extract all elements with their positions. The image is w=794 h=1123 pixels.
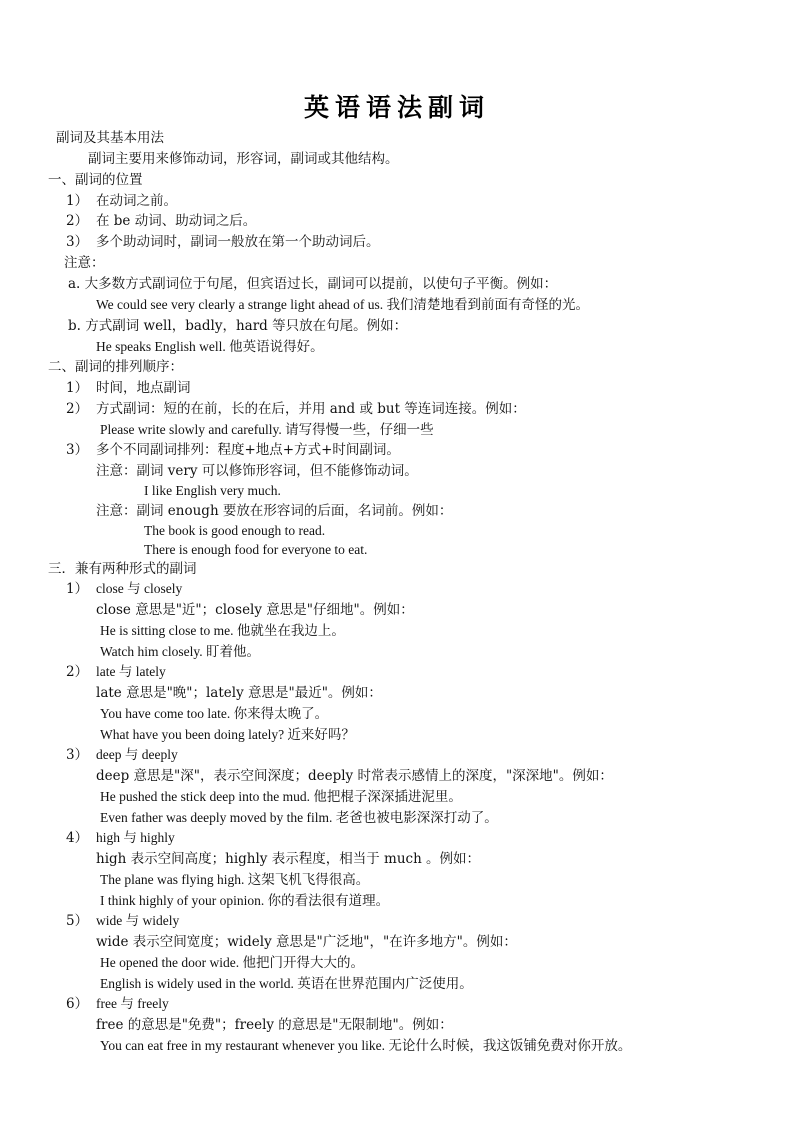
s1-note-label: 注意： bbox=[64, 255, 105, 271]
s3-item-3-description: deep 意思是"深"，表示空间深度；deeply 时常表示感情上的深度，"深深地"。例如： bbox=[96, 768, 613, 784]
section-3-heading: 三．兼有两种形式的副词 bbox=[48, 561, 197, 577]
intro-heading: 副词及其基本用法 bbox=[56, 130, 164, 146]
s2-item-2-number: 2） bbox=[66, 401, 89, 417]
s3-item-1-number: 1） bbox=[66, 581, 89, 597]
s3-item-5-heading: wide 与 widely bbox=[96, 913, 180, 928]
s2-note-1-example: I like English very much. bbox=[144, 483, 281, 498]
s2-note-2-example-1: The book is good enough to read. bbox=[144, 523, 326, 538]
s3-item-4-example-1: The plane was flying high. 这架飞机飞得很高。 bbox=[100, 872, 370, 887]
s3-item-4-heading: high 与 highly bbox=[96, 830, 175, 845]
s1-note-b-example: He speaks English well. 他英语说得好。 bbox=[96, 339, 324, 354]
s3-item-1-example-1: He is sitting close to me. 他就坐在我边上。 bbox=[100, 623, 345, 638]
s3-item-5-example-2: English is widely used in the world. 英语在世界范围内广泛使用。 bbox=[100, 976, 473, 991]
s1-note-b: b. 方式副词 well，badly，hard 等只放在句尾。例如： bbox=[68, 318, 408, 334]
page-title: 英语语法副词 bbox=[303, 93, 490, 122]
s1-note-a-example: We could see very clearly a strange light ahead of us. 我们清楚地看到前面有奇怪的光。 bbox=[96, 297, 590, 312]
s3-item-5-example-1: He opened the door wide. 他把门开得大大的。 bbox=[100, 955, 364, 970]
s3-item-5-description: wide 表示空间宽度；widely 意思是"广泛地"，"在许多地方"。例如： bbox=[96, 934, 517, 950]
s3-item-2-number: 2） bbox=[66, 664, 89, 680]
s3-item-4-description: high 表示空间高度；highly 表示程度，相当于 much 。例如： bbox=[96, 851, 481, 867]
s3-item-2-heading: late 与 lately bbox=[96, 664, 166, 679]
s1-item-1-number: 1） bbox=[66, 193, 89, 209]
s1-item-3-text: 多个助动词时，副词一般放在第一个助动词后。 bbox=[96, 234, 380, 250]
s2-note-1: 注意：副词 very 可以修饰形容词，但不能修饰动词。 bbox=[96, 463, 418, 479]
s2-item-2-text: 方式副词：短的在前，长的在后，并用 and 或 but 等连词连接。例如： bbox=[96, 401, 526, 417]
s2-note-2-example-2: There is enough food for everyone to eat. bbox=[144, 542, 368, 557]
s3-item-6-example-1: You can eat free in my restaurant whenever you like. 无论什么时候，我这饭铺免费对你开放。 bbox=[100, 1038, 632, 1053]
s3-item-3-example-1: He pushed the stick deep into the mud. 他把棍子深深插进泥里。 bbox=[100, 789, 462, 804]
s1-item-1-text: 在动词之前。 bbox=[96, 193, 177, 209]
s3-item-6-number: 6） bbox=[66, 996, 89, 1012]
s3-item-4-example-2: I think highly of your opinion. 你的看法很有道理。 bbox=[100, 893, 390, 908]
intro-description: 副词主要用来修饰动词，形容词，副词或其他结构。 bbox=[88, 151, 399, 167]
s1-item-3-number: 3） bbox=[66, 234, 89, 250]
s3-item-4-number: 4） bbox=[66, 830, 89, 846]
s3-item-2-example-2: What have you been doing lately? 近来好吗？ bbox=[100, 727, 355, 742]
s3-item-6-description: free 的意思是"免费"；freely 的意思是"无限制地"。例如： bbox=[96, 1017, 453, 1033]
s3-item-1-description: close 意思是"近"；closely 意思是"仔细地"。例如： bbox=[96, 602, 414, 618]
s3-item-2-example-1: You have come too late. 你来得太晚了。 bbox=[100, 706, 329, 721]
s3-item-6-heading: free 与 freely bbox=[96, 996, 169, 1011]
s2-item-1-text: 时间，地点副词 bbox=[96, 380, 191, 396]
s2-item-2-example: Please write slowly and carefully. 请写得慢一些，仔细一些 bbox=[100, 422, 434, 437]
s2-item-3-text: 多个不同副词排列：程度+地点+方式+时间副词。 bbox=[96, 442, 400, 458]
s3-item-5-number: 5） bbox=[66, 913, 89, 929]
s3-item-2-description: late 意思是"晚"；lately 意思是"最近"。例如： bbox=[96, 685, 382, 701]
section-1-heading: 一、副词的位置 bbox=[48, 172, 143, 188]
s3-item-1-example-2: Watch him closely. 盯着他。 bbox=[100, 644, 261, 659]
s3-item-3-heading: deep 与 deeply bbox=[96, 747, 178, 762]
s1-item-2-text: 在 be 动词、助动词之后。 bbox=[96, 213, 257, 229]
s3-item-3-number: 3） bbox=[66, 747, 89, 763]
s1-note-a: a. 大多数方式副词位于句尾，但宾语过长，副词可以提前，以使句子平衡。例如： bbox=[68, 276, 558, 292]
section-2-heading: 二、副词的排列顺序： bbox=[48, 359, 183, 375]
s3-item-1-heading: close 与 closely bbox=[96, 581, 183, 596]
s2-item-1-number: 1） bbox=[66, 380, 89, 396]
s2-item-3-number: 3） bbox=[66, 442, 89, 458]
s1-item-2-number: 2） bbox=[66, 213, 89, 229]
s3-item-3-example-2: Even father was deeply moved by the film. 老爸也被电影深深打动了。 bbox=[100, 810, 498, 825]
s2-note-2: 注意：副词 enough 要放在形容词的后面，名词前。例如： bbox=[96, 503, 453, 519]
